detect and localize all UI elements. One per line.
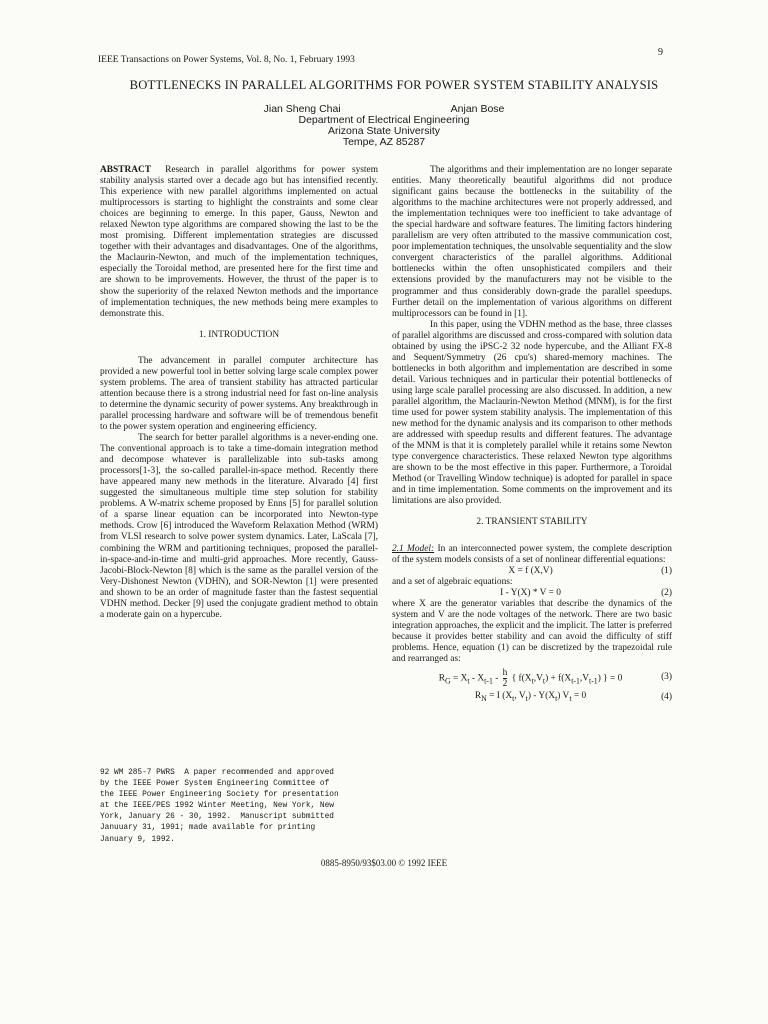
section-heading-introduction: 1. INTRODUCTION [198, 329, 280, 340]
equation-1 [392, 566, 672, 577]
body-paragraph: The algorithms and their implementation are no longer separate entities. Many theoretically beautiful algorithms did not produce significant gains because the bottlenecks in the suitability of the algorithms to the machine architectures were not properly addressed, and the implementation techniques were too inefficient to take advantage of the special hardware and software features. The limiting factors hindering parallelism are very often attributed to the massive communication cost, poor implementation techniques, the unsolvable sequentiality and the slow convergent characteristics of the parallel algorithms. Additional bottlenecks within the often unsophisticated compilers and their extensions provided by the manufacturers may not be visible to the programmer and thus considerably down-grade the parallel speedups. Further detail on the implementation of various algorithms on different multiprocessors can be found in [1]. [392, 165, 672, 319]
journal-header: IEEE Transactions on Power Systems, Vol. 8, No. 1, February 1993 [98, 55, 355, 65]
author-name: Jian Sheng Chai [263, 103, 341, 115]
equation-body: $R_N = I$ ($X_t$, $V_t) - Y(X_t)$ $V_t = 0$ [474, 691, 587, 703]
intro-paragraph-1: The advancement in parallel computer architecture has provided a new powerful tool in better solving large scale complex power system problems. The area of transient stability has attracted particular attention because there is a strong industrial need for fast on-line analysis to determine the dynamic security of power systems. Any breakthrough in parallel processing hardware and software will be of tremendous benefit to the power system operation and engineering efficiency. [100, 355, 378, 432]
left-column [100, 165, 378, 621]
section-heading-transient-stability: 2. TRANSIENT STABILITY [476, 517, 588, 528]
model-text: In an interconnected power system, the complete description of the system models consists of a set of nonlinear differential equations: [392, 543, 672, 565]
author-block [0, 104, 768, 148]
abstract [100, 165, 378, 320]
fraction: $\frac{h}{2}$ [502, 667, 508, 689]
body-text: and a set of algebraic equations: [392, 576, 513, 587]
equation-body: $R_G = X_t - X_{t-1}$ - $\frac{h}{2}$ { $f(X_t,V_t) + f(X_{t-1},V_{t-1})$ } = 0 [438, 667, 623, 689]
abstract-heading: ABSTRACT [100, 165, 152, 175]
abstract-text: Research in parallel algorithms for power system stability analysis started over a decade ago but has intensified recently. This experience with new parallel algorithms implemented on actual multiprocessors is starting to highlight the constraints and some clear choices are beginning to emerge. In this paper, Gauss, Newton and relaxed Newton type algorithms are compared showing the last to be the most promising. Different implementation strategies are discussed together with their advantages and disadvantages. One of the algorithms, the Maclaurin-Newton, and much of the implementation techniques, especially the Toroidal method, are presented here for the first time and are shown to be improvements. However, the thrust of the paper is to show the superiority of the relaxed Newton methods and the importance of implementation techniques, the new methods being mere examples to demonstrate this. [100, 165, 378, 319]
subsection-heading-model: 2.1 Model: [392, 543, 435, 554]
equation-3 [392, 665, 672, 691]
equation-number: (2) [661, 587, 672, 598]
equation-number: (1) [661, 565, 672, 576]
intro-paragraph-2: The search for better parallel algorithms is a never-ending one. The conventional approach is to take a time-domain integration method and decompose whatever is parallelizable into sub-tasks among processors[1-3], the so-called parallel-in-space method. Recently there have appeared many new methods in the literature. Alvarado [4] first suggested the simultaneous multiple time step solution for stability problems. A W-matrix scheme proposed by Enns [5] for parallel solution of a sparse linear equation can be incorporated into Newton-type methods. Crow [6] introduced the Waveform Relaxation Method (WRM) from VLSI research to solve power system dynamics. Later, LaScala [7], combining the WRM and partitioning techniques, proposed the parallel-in-space-and-in-time and multi-grid approaches. More recently, Gauss-Jacobi-Block-Newton [8] which is the same as the parallel version of the Very-Dishonest Newton (VDHN), and SOR-Newton [1] were presented and shown to be an order of magnitude faster than the fastest sequential VDHN method. Decker [9] used the conjugate gradient method to obtain a moderate gain on a hypercube. [100, 433, 378, 620]
equation-2 [392, 588, 672, 599]
author-city: Tempe, AZ 85287 [342, 136, 426, 148]
equation-number: (4) [661, 691, 672, 702]
footnote: 92 WM 285-7 PWRS A paper recommended and approved by the IEEE Power System Engineering Committee of the IEEE Power Engineering Society for presentation at the IEEE/PES 1992 Winter Meeting, New York, New York, January 26 - 30, 1992. Manuscript submitted Januuary 31, 1991; made available for printing January 9, 1992. [100, 769, 339, 844]
page-number: 9 [658, 47, 663, 58]
author-name: Anjan Bose [450, 103, 505, 115]
body-paragraph: In this paper, using the VDHN method as the base, three classes of parallel algorithms are discussed and cross-compared with solution data obtained by using the iPSC-2 32 node hypercube, and the Alliant FX-8 and Sequent/Symmetry (26 cpu's) shared-memory machines. The bottlenecks in both algorithm and implementation are described in some detail. Various techniques and in particular their potential bottlenecks of using large scale parallel processing are also discussed. In addition, a new parallel algorithm, the Maclaurin-Newton Method (MNM), is for the first time used for power system stability analysis. The implementation of this new method for the dynamic analysis and its comparison to other methods are addressed with speedup results and different features. The advantage of the MNM is that it is completely parallel while it retains some Newton type convergence characteristics. These relaxed Newton type algorithms are shown to be the most effective in this paper. Furthermore, a Toroidal Method (or Travelling Window technique) is adopted for parallel in space and in time implementation. Some comments on the improvement and its limitations are also provided. [392, 319, 672, 507]
equation-4 [392, 691, 672, 704]
model-paragraph [392, 544, 672, 566]
paper-title: BOTTLENECKS IN PARALLEL ALGORITHMS FOR POWER SYSTEM STABILITY ANALYSIS [129, 78, 659, 92]
copyright-line: 0885-8950/93$03.00 © 1992 IEEE [320, 858, 448, 868]
author-university: Arizona State University [327, 125, 441, 137]
right-column [392, 165, 672, 704]
author-department: Department of Electrical Engineering [298, 114, 470, 126]
equation-number: (3) [661, 672, 672, 683]
equation-body: I - Y(X) * V = 0 [500, 587, 561, 598]
equation-body: X = f (X,V) [508, 565, 553, 576]
body-paragraph: where X are the generator variables that describe the dynamics of the system and V are the node voltages of the network. There are two basic integration approaches, the explicit and the implicit. The latter is preferred because it provides better stability and can avoid the difficulty of stiff problems. Hence, equation (1) can be discretized by the trapezoidal rule and rearranged as: [392, 598, 672, 664]
